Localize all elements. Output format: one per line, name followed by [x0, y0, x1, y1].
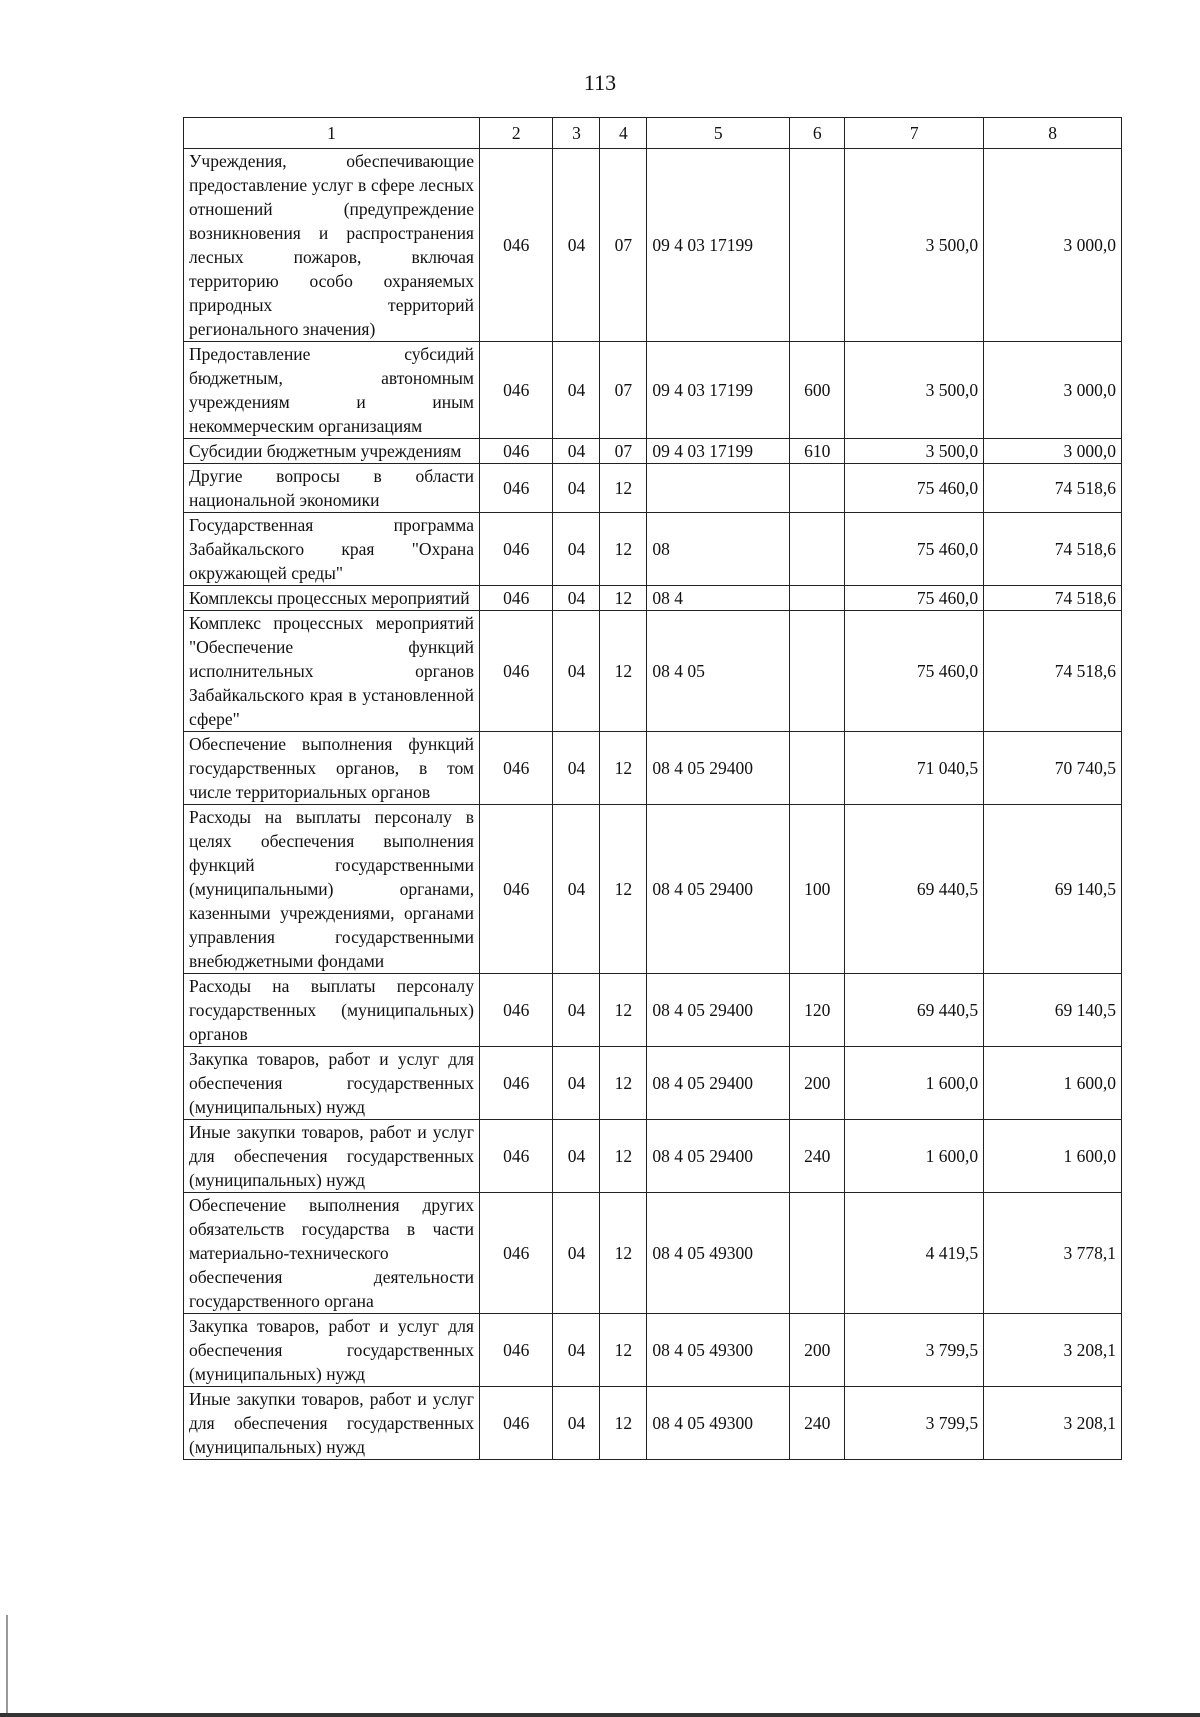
cell-target-article: 08 4 05 49300	[647, 1314, 790, 1387]
cell-expense-type: 240	[790, 1387, 845, 1460]
cell-section: 04	[553, 513, 600, 586]
cell-subsection: 07	[600, 342, 647, 439]
header-cell: 5	[647, 118, 790, 149]
cell-section: 04	[553, 1047, 600, 1120]
table-row	[184, 805, 1122, 974]
header-cell: 2	[479, 118, 552, 149]
cell-section: 04	[553, 1120, 600, 1193]
cell-section: 04	[553, 1314, 600, 1387]
cell-name: Иные закупки товаров, работ и услуг для обеспечения государственных (муниципальных) нужд	[184, 1387, 480, 1460]
cell-name: Комплекс процессных мероприятий "Обеспечение функций исполнительных органов Забайкальского края в установленной сфере"	[184, 611, 480, 732]
cell-subsection: 07	[600, 149, 647, 342]
cell-amount-1: 3 799,5	[845, 1387, 984, 1460]
cell-amount-1: 69 440,5	[845, 805, 984, 974]
cell-target-article: 08 4 05 29400	[647, 805, 790, 974]
cell-target-article: 08 4 05 29400	[647, 974, 790, 1047]
cell-amount-1: 75 460,0	[845, 513, 984, 586]
cell-target-article: 09 4 03 17199	[647, 439, 790, 464]
cell-amount-2: 69 140,5	[984, 974, 1122, 1047]
table-row	[184, 439, 1122, 464]
header-cell: 4	[600, 118, 647, 149]
table-row	[184, 513, 1122, 586]
cell-code-admin: 046	[479, 586, 552, 611]
cell-amount-1: 75 460,0	[845, 464, 984, 513]
table-row	[184, 732, 1122, 805]
table-row	[184, 1047, 1122, 1120]
cell-amount-1: 3 500,0	[845, 342, 984, 439]
cell-code-admin: 046	[479, 611, 552, 732]
cell-code-admin: 046	[479, 974, 552, 1047]
cell-section: 04	[553, 464, 600, 513]
table-row	[184, 342, 1122, 439]
cell-target-article: 08 4	[647, 586, 790, 611]
cell-section: 04	[553, 732, 600, 805]
cell-subsection: 12	[600, 1387, 647, 1460]
cell-section: 04	[553, 586, 600, 611]
cell-section: 04	[553, 805, 600, 974]
cell-target-article: 08 4 05 29400	[647, 732, 790, 805]
cell-subsection: 12	[600, 1047, 647, 1120]
cell-subsection: 12	[600, 805, 647, 974]
table-row	[184, 1314, 1122, 1387]
cell-name: Учреждения, обеспечивающие предоставление услуг в сфере лесных отношений (предупреждение возникновения и распространения лесных пожаров, включая территорию особо охраняемых природных территорий регионального значения)	[184, 149, 480, 342]
cell-expense-type	[790, 586, 845, 611]
cell-amount-1: 75 460,0	[845, 586, 984, 611]
scan-edge-line	[6, 1615, 8, 1715]
cell-amount-2: 3 000,0	[984, 439, 1122, 464]
cell-name: Расходы на выплаты персоналу в целях обеспечения выполнения функций государственными (муниципальными) органами, казенными учреждениями, органами управления государственными внебюджетными фондами	[184, 805, 480, 974]
header-cell: 8	[984, 118, 1122, 149]
header-cell: 7	[845, 118, 984, 149]
cell-subsection: 12	[600, 974, 647, 1047]
cell-amount-2: 3 000,0	[984, 342, 1122, 439]
cell-amount-2: 3 778,1	[984, 1193, 1122, 1314]
page-number: 113	[583, 70, 617, 95]
cell-amount-2: 69 140,5	[984, 805, 1122, 974]
cell-target-article: 08 4 05 29400	[647, 1047, 790, 1120]
cell-code-admin: 046	[479, 1120, 552, 1193]
cell-amount-2: 74 518,6	[984, 464, 1122, 513]
cell-code-admin: 046	[479, 464, 552, 513]
cell-section: 04	[553, 611, 600, 732]
cell-code-admin: 046	[479, 732, 552, 805]
cell-amount-1: 1 600,0	[845, 1120, 984, 1193]
cell-name: Иные закупки товаров, работ и услуг для обеспечения государственных (муниципальных) нужд	[184, 1120, 480, 1193]
cell-section: 04	[553, 439, 600, 464]
table-row	[184, 611, 1122, 732]
cell-subsection: 12	[600, 1314, 647, 1387]
cell-amount-2: 74 518,6	[984, 513, 1122, 586]
cell-target-article: 08 4 05 49300	[647, 1387, 790, 1460]
cell-code-admin: 046	[479, 513, 552, 586]
cell-name: Закупка товаров, работ и услуг для обеспечения государственных (муниципальных) нужд	[184, 1047, 480, 1120]
cell-code-admin: 046	[479, 342, 552, 439]
cell-expense-type	[790, 611, 845, 732]
cell-amount-2: 3 208,1	[984, 1314, 1122, 1387]
cell-expense-type: 100	[790, 805, 845, 974]
cell-target-article: 09 4 03 17199	[647, 342, 790, 439]
cell-section: 04	[553, 149, 600, 342]
cell-code-admin: 046	[479, 1387, 552, 1460]
cell-subsection: 12	[600, 1193, 647, 1314]
cell-target-article	[647, 464, 790, 513]
cell-name: Расходы на выплаты персоналу государственных (муниципальных) органов	[184, 974, 480, 1047]
cell-amount-2: 3 208,1	[984, 1387, 1122, 1460]
cell-code-admin: 046	[479, 1193, 552, 1314]
cell-expense-type	[790, 732, 845, 805]
cell-target-article: 08 4 05 29400	[647, 1120, 790, 1193]
table-row	[184, 149, 1122, 342]
cell-amount-2: 1 600,0	[984, 1047, 1122, 1120]
cell-subsection: 07	[600, 439, 647, 464]
table-row	[184, 464, 1122, 513]
cell-expense-type	[790, 464, 845, 513]
cell-name: Обеспечение выполнения функций государственных органов, в том числе территориальных органов	[184, 732, 480, 805]
cell-expense-type: 600	[790, 342, 845, 439]
cell-code-admin: 046	[479, 439, 552, 464]
cell-expense-type: 120	[790, 974, 845, 1047]
cell-expense-type	[790, 1193, 845, 1314]
cell-amount-1: 75 460,0	[845, 611, 984, 732]
table-row	[184, 1120, 1122, 1193]
cell-name: Другие вопросы в области национальной экономики	[184, 464, 480, 513]
cell-amount-1: 3 500,0	[845, 439, 984, 464]
cell-amount-1: 3 500,0	[845, 149, 984, 342]
cell-amount-2: 70 740,5	[984, 732, 1122, 805]
table-row	[184, 586, 1122, 611]
table-row	[184, 1387, 1122, 1460]
scan-bottom-edge	[0, 1713, 1200, 1717]
cell-amount-1: 1 600,0	[845, 1047, 984, 1120]
cell-name: Предоставление субсидий бюджетным, автономным учреждениям и иным некоммерческим организациям	[184, 342, 480, 439]
table-row	[184, 974, 1122, 1047]
cell-name: Государственная программа Забайкальского края "Охрана окружающей среды"	[184, 513, 480, 586]
cell-code-admin: 046	[479, 805, 552, 974]
cell-amount-2: 1 600,0	[984, 1120, 1122, 1193]
cell-amount-1: 3 799,5	[845, 1314, 984, 1387]
cell-subsection: 12	[600, 513, 647, 586]
cell-expense-type: 200	[790, 1314, 845, 1387]
cell-section: 04	[553, 974, 600, 1047]
cell-amount-1: 71 040,5	[845, 732, 984, 805]
cell-target-article: 09 4 03 17199	[647, 149, 790, 342]
cell-expense-type	[790, 513, 845, 586]
cell-expense-type: 240	[790, 1120, 845, 1193]
cell-code-admin: 046	[479, 149, 552, 342]
cell-subsection: 12	[600, 464, 647, 513]
budget-table	[183, 117, 1122, 1460]
header-row	[184, 118, 1122, 149]
cell-amount-2: 3 000,0	[984, 149, 1122, 342]
cell-amount-1: 69 440,5	[845, 974, 984, 1047]
cell-subsection: 12	[600, 1120, 647, 1193]
cell-expense-type: 200	[790, 1047, 845, 1120]
cell-section: 04	[553, 1193, 600, 1314]
cell-target-article: 08	[647, 513, 790, 586]
cell-subsection: 12	[600, 586, 647, 611]
cell-name: Комплексы процессных мероприятий	[184, 586, 480, 611]
cell-expense-type	[790, 149, 845, 342]
table-body	[184, 149, 1122, 1460]
cell-name: Закупка товаров, работ и услуг для обеспечения государственных (муниципальных) нужд	[184, 1314, 480, 1387]
cell-section: 04	[553, 1387, 600, 1460]
cell-amount-1: 4 419,5	[845, 1193, 984, 1314]
cell-code-admin: 046	[479, 1314, 552, 1387]
table-row	[184, 1193, 1122, 1314]
cell-name: Обеспечение выполнения других обязательств государства в части материально-технического обеспечения деятельности государственного органа	[184, 1193, 480, 1314]
cell-target-article: 08 4 05 49300	[647, 1193, 790, 1314]
header-cell: 1	[184, 118, 480, 149]
cell-name: Субсидии бюджетным учреждениям	[184, 439, 480, 464]
cell-subsection: 12	[600, 732, 647, 805]
cell-target-article: 08 4 05	[647, 611, 790, 732]
cell-subsection: 12	[600, 611, 647, 732]
header-cell: 3	[553, 118, 600, 149]
cell-amount-2: 74 518,6	[984, 586, 1122, 611]
header-cell: 6	[790, 118, 845, 149]
cell-expense-type: 610	[790, 439, 845, 464]
cell-section: 04	[553, 342, 600, 439]
cell-code-admin: 046	[479, 1047, 552, 1120]
cell-amount-2: 74 518,6	[984, 611, 1122, 732]
